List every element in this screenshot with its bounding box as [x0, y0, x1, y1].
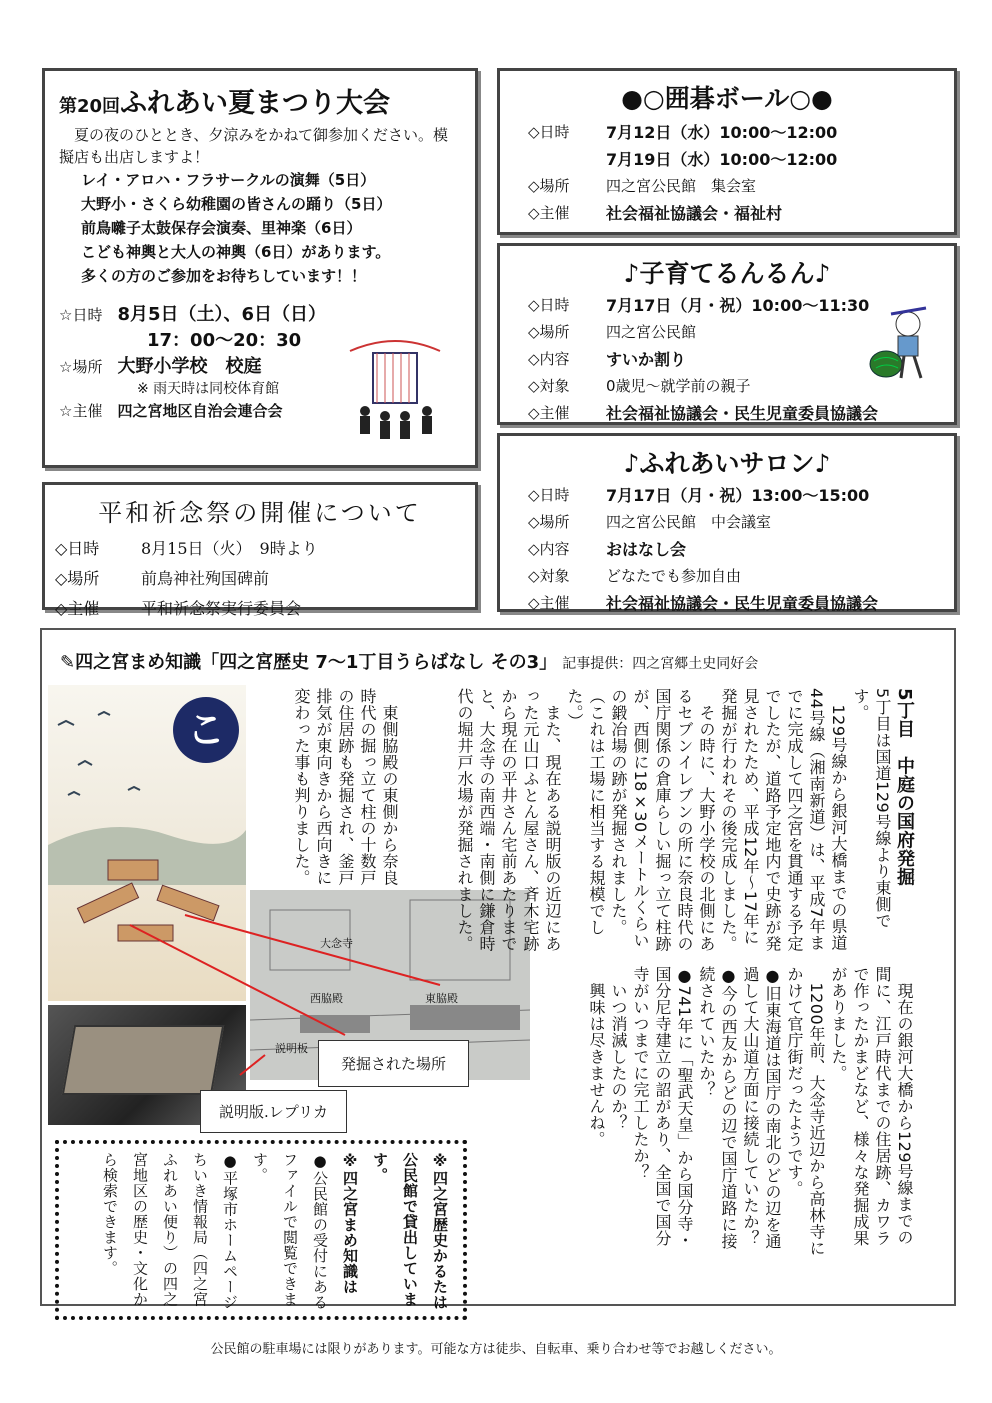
notes-text [67, 1152, 455, 1312]
salon-title: ♪ふれあいサロン♪ [623, 449, 831, 478]
article-paragraph: 129号線から銀河大橋までの県道44号線（湘南新道）は、平成7年までに完成して四之宮を貫通する予定でしたが、道路予定地内で史跡が発見されたため、平成12年～17年に発掘が行われその後完成しました。 [719, 688, 848, 952]
summer-item: 大野小・さくら幼稚園の皆さんの踊り（5日） [81, 195, 392, 213]
article-paragraph: 興味は尽きませんね。 [587, 966, 606, 1148]
row-value: どなたでも参加自由 [606, 567, 742, 585]
article-text-upper [400, 688, 915, 956]
row-label: ◇場所 [528, 177, 570, 195]
row-label: ◇日時 [528, 123, 570, 141]
article-paragraph: ●今の西友からどの辺で国庁道路に接続されていたか？ [697, 966, 738, 1250]
map-label: 西脇殿 [310, 992, 343, 1005]
summer-item: レイ・アロハ・フラサークルの演舞（5日） [81, 171, 376, 189]
row-label: ◇日時 [528, 486, 570, 504]
row-label: ◇日時 [528, 296, 570, 314]
row-value: すいか割り [606, 350, 687, 369]
note-item: ●平塚市ホームページちいき情報局（四之宮ふれあい便り）の四之宮地区の歴史・文化から検索できます。 [101, 1152, 239, 1310]
notes-box [55, 1140, 467, 1320]
row-value: 四之宮公民館 集会室 [606, 177, 757, 195]
row-value: 前鳥神社殉国碑前 [141, 569, 270, 588]
article-text-lower [530, 966, 915, 1258]
label-replica: 説明版.レプリカ [200, 1090, 347, 1133]
place-value: 大野小学校 校庭 [117, 356, 262, 377]
row-value: 7月19日（水）10:00～12:00 [606, 150, 838, 169]
article-paragraph: 1200年前、大念寺近辺から高林寺にかけて官庁街だったようです。 [785, 966, 826, 1257]
article-paragraph: その時に、大野小学校の北側にあるセブンイレブンの所に奈良時代の国庁関係の倉庫らしい掘っ立て柱跡が、西側に18×30メートルくらいの鍛冶場の跡が発掘されました。（これは工場に相当する規模でした。） [565, 688, 716, 952]
circle-character: こ [173, 697, 239, 763]
article-paragraph: 5丁目は国道129号線より東側です。 [851, 688, 892, 929]
peace-title: 平和祈念祭の開催について [98, 499, 422, 527]
summer-item: 前鳥囃子太鼓保存会演奏、里神楽（6日） [81, 219, 362, 237]
row-label: ◇日時 [55, 539, 100, 558]
article-paragraph: ●旧東海道は国庁の南北のどの辺を通過して大山道方面に接続していたか？ [741, 966, 782, 1250]
summer-intro: 夏の夜のひととき、夕涼みをかねて御参加ください。模擬店も出店しますよ！ [59, 126, 449, 166]
rain-note: ※ 雨天時は同校体育館 [137, 381, 280, 397]
place-label: ☆場所 [59, 358, 103, 376]
row-value: 0歳児～就学前の親子 [606, 377, 751, 395]
row-value: 四之宮公民館 [606, 323, 697, 341]
article-paragraph: ●741年に「聖武天皇」から国分寺・国分尼寺建立の詔があり、全国で国分寺がいつまでに完工したか？ [631, 966, 694, 1249]
row-value: 四之宮公民館 中会議室 [606, 513, 772, 531]
host-value: 四之宮地区自治会連合会 [117, 402, 283, 420]
host-label: ☆主催 [59, 402, 103, 420]
article-paragraph: いつ消滅したのか？ [609, 966, 628, 1131]
row-label: ◇内容 [528, 540, 570, 558]
article-credit: 記事提供：四之宮郷土史同好会 [562, 656, 759, 672]
label-excavation-site: 発掘された場所 [318, 1040, 469, 1087]
article-paragraph: 現在の銀河大橋から129号線までの間に、江戸時代までの住居跡、カワラで作ったかまどなど、様々な発掘成果がありました。 [829, 966, 914, 1247]
note-item: ※四之宮歴史かるたは公民館で貸出しています。 [371, 1152, 449, 1310]
row-value: 7月17日（月・祝）13:00～15:00 [606, 486, 870, 505]
title-prefix: 第20回 [59, 96, 121, 117]
footer-note: 公民館の駐車場には限りがあります。可能な方は徒歩、自転車、乗り合わせ等でお越しください。 [210, 1342, 782, 1357]
article-heading: 5丁目 中庭の国府発掘 [894, 688, 915, 887]
row-label: ◇主催 [528, 404, 570, 422]
row-value: 7月17日（月・祝）10:00～11:30 [606, 296, 870, 315]
row-label: ◇対象 [528, 377, 570, 395]
kosodate-title: ♪子育てるんるん♪ [623, 259, 831, 288]
row-value: 7月12日（水）10:00～12:00 [606, 123, 838, 142]
summer-item: こども神輿と大人の神輿（6日）があります。 [81, 243, 391, 261]
row-value: 平和祈念祭実行委員会 [141, 599, 302, 618]
row-label: ◇場所 [55, 569, 100, 588]
map-label: 説明板 [275, 1042, 308, 1055]
row-label: ◇対象 [528, 567, 570, 585]
article-paragraph: 東側脇殿の東側から奈良時代の掘っ立て柱の十数戸の住居跡も発掘され、釜戸排気が東向きから西向きに変わった事も判りました。 [292, 688, 399, 886]
row-label: ◇主催 [528, 204, 570, 222]
time-value: 17：00～20：30 [147, 330, 302, 351]
title-main: ふれあい夏まつり大会 [120, 88, 391, 119]
date-value: 8月5日（土）、6日（日） [117, 304, 327, 325]
row-value: 社会福祉協議会・福祉村 [606, 204, 783, 223]
map-label: 大念寺 [320, 937, 353, 950]
row-value: 社会福祉協議会・民生児童委員協議会 [606, 404, 879, 423]
article-text-left [250, 688, 400, 886]
go-ball-title: ●○囲碁ボール○● [621, 84, 833, 113]
article-title: ✎四之宮まめ知識「四之宮歴史 7～1丁目うらばなし その3」 [60, 652, 558, 673]
row-label: ◇内容 [528, 350, 570, 368]
row-value: おはなし会 [606, 540, 687, 559]
summer-item: 多くの方のご参加をお待ちしています！！ [81, 267, 367, 285]
row-label: ◇場所 [528, 513, 570, 531]
row-label: ◇主催 [528, 594, 570, 612]
row-label: ◇場所 [528, 323, 570, 341]
row-value: 8月15日（火） 9時より [141, 539, 318, 558]
row-value: 社会福祉協議会・民生児童委員協議会 [606, 594, 879, 613]
note-item: ●公民館の受付にあるファイルで閲覧できます。 [251, 1152, 329, 1310]
date-label: ☆日時 [59, 306, 103, 324]
map-label: 東脇殿 [425, 992, 458, 1005]
row-label: ◇主催 [55, 599, 100, 618]
note-item: ※四之宮まめ知識は [341, 1152, 359, 1295]
article-paragraph: また、現在ある説明版の近辺にあった元山口ふとん屋さん、斉木宅跡から現在の平井さん宅前あたりまでと、大念寺の南西端・南側に鎌倉時代の堀井戸水場が発掘されました。 [455, 688, 562, 952]
